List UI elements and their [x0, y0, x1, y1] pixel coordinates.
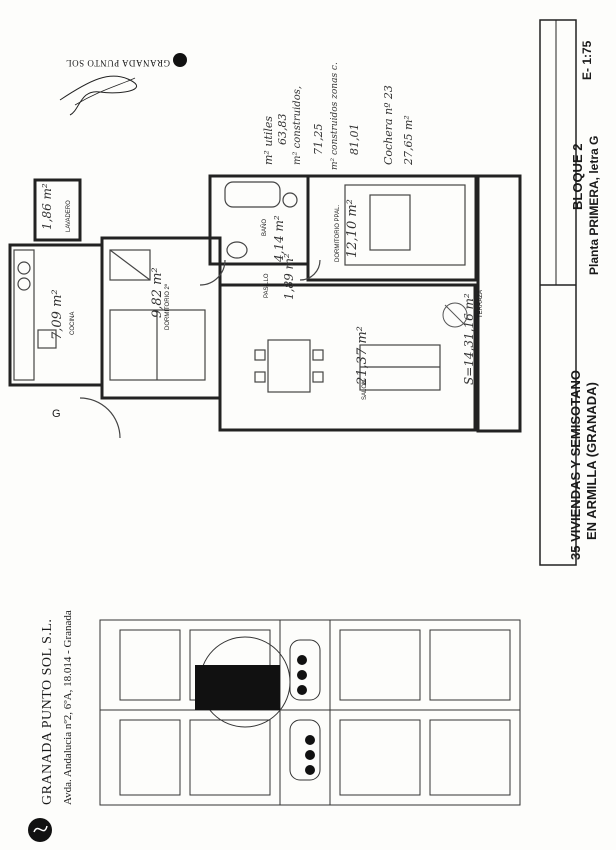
floor-label: Planta PRIMERA, letra G — [587, 135, 601, 275]
room-label-terraza: TERRAZA — [478, 289, 484, 318]
room-label-pasillo: PASILLO — [264, 273, 270, 298]
project-title: 35 VIVIENDAS Y SEMISOTANO — [568, 370, 583, 560]
note-zonas-label: m² construidos zonas c. — [330, 62, 340, 170]
room-label-bano: BAÑO — [262, 218, 268, 236]
logo-text: GRANADA PUNTO SOL — [65, 58, 170, 68]
company-name: GRANADA PUNTO SOL S.L. — [40, 618, 55, 805]
note-cochera-value: 27,65 m² — [402, 115, 415, 165]
note-utiles-label: m² utiles — [262, 115, 275, 165]
room-area-pasillo: 1,89 m² — [282, 253, 296, 300]
room-label-lavadero: LAVADERO — [66, 200, 72, 232]
room-label-cocina: COCINA — [70, 311, 76, 335]
room-area-lavadero: 1,86 m² — [40, 183, 54, 230]
room-label-salon: SALON — [362, 379, 368, 400]
note-construidos-value: 71,25 — [312, 123, 325, 155]
company-address: Avda. Andalucia nº2, 6ºA, 18.014 - Granada — [62, 610, 74, 805]
room-area-dormitorio-ppal: 12,10 m² — [345, 199, 360, 258]
room-area-salon: 21,37 m² — [355, 326, 370, 385]
scale-label: E- 1:75 — [580, 40, 594, 80]
room-area-dormitorio-2: 9,82 m² — [150, 267, 165, 318]
room-area-bano: 4,14 m² — [272, 215, 286, 262]
note-cochera-label: Cochera nº 23 — [382, 85, 395, 165]
room-label-dormitorio-2: DORMITORIO 2º — [165, 283, 171, 330]
room-area-cocina: 7,09 m² — [50, 289, 65, 340]
room-area-terraza: S=14,31,16 m² — [462, 293, 476, 385]
note-utiles-value: 63,83 — [276, 113, 289, 145]
note-zonas-value: 81,01 — [348, 123, 361, 155]
unit-letter: G — [52, 408, 61, 420]
note-construidos-label: m² construidos, — [292, 85, 303, 165]
block-label: BLOQUE 2 — [570, 143, 585, 210]
room-label-dormitorio-ppal: DORMITORIO PPAL. — [335, 204, 341, 262]
project-location: EN ARMILLA (GRANADA) — [584, 382, 599, 540]
